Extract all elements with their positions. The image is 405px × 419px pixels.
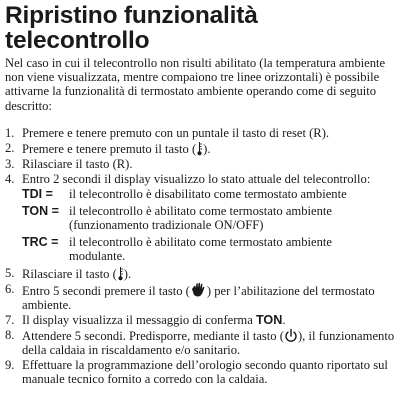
hand-icon <box>190 282 207 298</box>
step-number: 9. <box>5 357 15 372</box>
step-number: 7. <box>5 312 15 327</box>
thermometer-icon <box>117 266 124 281</box>
code-description: il telecontrollo è abilitato come termostato ambiente modulante. <box>69 234 332 263</box>
title-line-2: telecontrollo <box>5 27 150 54</box>
step-number: 5. <box>5 265 15 280</box>
step-5 <box>5 266 400 281</box>
step-text: Rilasciare il tasto ( <box>22 266 117 281</box>
steps-list <box>5 126 400 186</box>
step-8 <box>5 328 400 357</box>
step-1 <box>5 126 400 140</box>
intro-paragraph: Nel caso in cui il telecontrollo non risulti abilitato (la temperatura ambiente non viene visualizzata, mentre compaiono tre linee orizzontali) è possibile attivarne la funzionalità di termostato ambiente operando come di seguito descritto: <box>5 56 386 113</box>
step-number: 1. <box>5 125 15 140</box>
step-text: Attendere 5 secondi. Predisporre, mediante il tasto ( <box>22 328 284 343</box>
steps-list-continued <box>5 266 400 386</box>
step-6 <box>5 282 400 312</box>
document-page <box>5 0 400 387</box>
confirm-message: TON <box>255 312 283 327</box>
step-text-end: ), il funzionamento della caldaia in riscaldamento e/o sanitario. <box>22 328 395 357</box>
step-text-end: ). <box>203 141 211 156</box>
step-text: Il display visualizza il messaggio di conferma <box>22 312 256 327</box>
step-text-end: . <box>282 312 286 327</box>
step-7 <box>5 313 400 327</box>
step-4 <box>5 172 400 186</box>
step-number: 6. <box>5 281 15 296</box>
step-9 <box>5 358 400 386</box>
step-number: 4. <box>5 171 15 186</box>
page-title <box>5 3 400 53</box>
step-text: Entro 2 secondi il display visualizzo lo stato attuale del telecontrollo: <box>22 171 371 186</box>
step-3 <box>5 157 400 171</box>
step-number: 3. <box>5 156 15 171</box>
step-text-end: ). <box>123 266 132 281</box>
step-2 <box>5 141 400 156</box>
step-text: Premere e tenere premuto con un puntale il tasto di reset (R). <box>22 125 330 140</box>
status-codes <box>22 187 400 263</box>
code-key: TDI = <box>22 186 53 201</box>
code-description: il telecontrollo è abilitato come termostato ambiente (funzionamento tradizionale ON/OFF) <box>69 203 332 232</box>
step-number: 8. <box>5 327 15 342</box>
step-text: Effettuare la programmazione dell’orologio secondo quanto riportato sul manuale tecnico fornito a corredo con la caldaia. <box>22 357 388 386</box>
code-key: TRC = <box>22 234 59 249</box>
step-text: Premere e tenere premuto il tasto ( <box>22 141 197 156</box>
code-row-trc <box>22 235 400 263</box>
power-icon <box>284 328 298 343</box>
step-text-end: ) per l’abilitazione del termostato ambiente. <box>22 283 375 312</box>
code-description: il telecontrollo è disabilitato come termostato ambiente <box>69 186 347 201</box>
step-number: 2. <box>5 140 15 155</box>
step-text: Rilasciare il tasto (R). <box>22 156 133 171</box>
code-row-tdi <box>22 187 400 201</box>
title-line-1: Ripristino funzionalità <box>5 2 258 29</box>
code-key: TON = <box>22 203 59 218</box>
code-row-ton <box>22 204 400 232</box>
step-text: Entro 5 secondi premere il tasto ( <box>22 283 190 298</box>
